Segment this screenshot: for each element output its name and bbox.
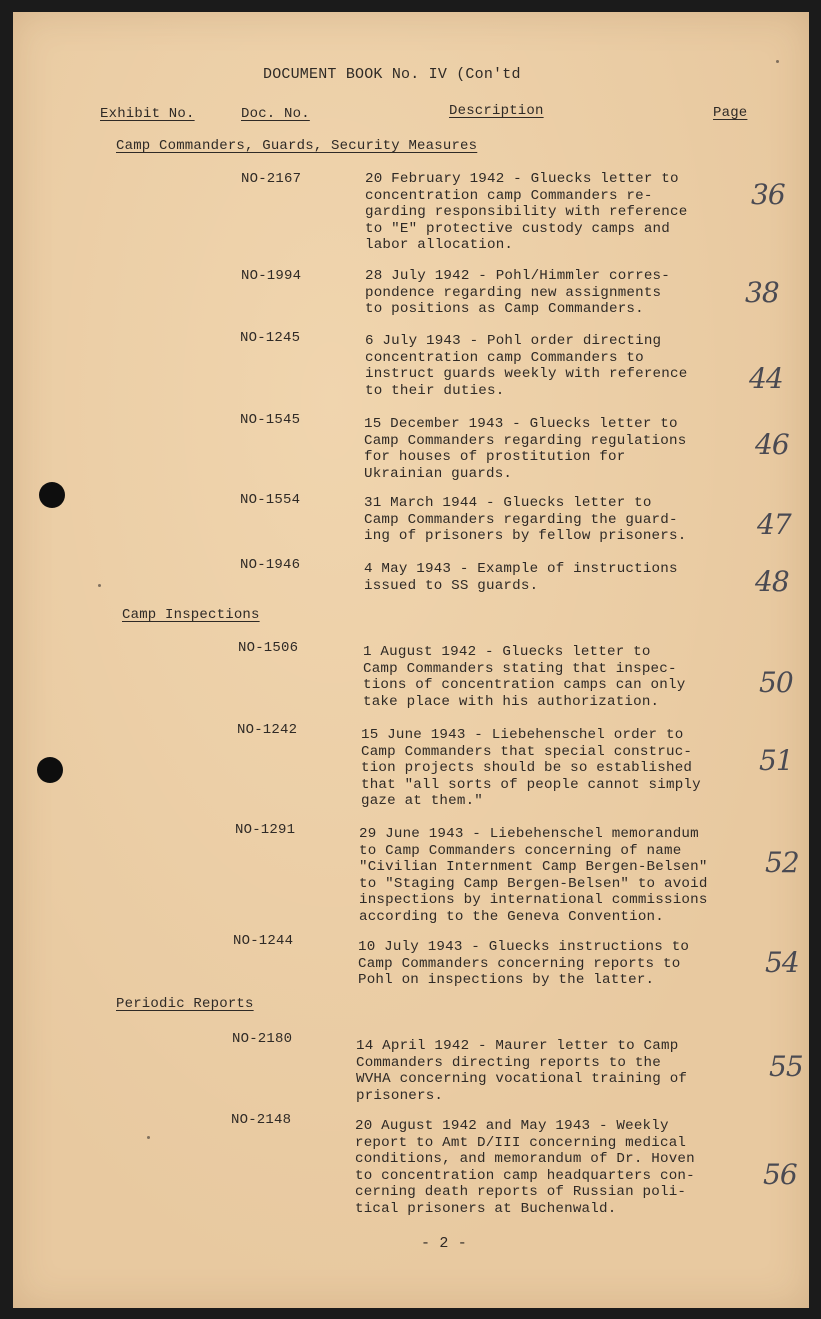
column-header-doc: Doc. No. <box>241 106 310 122</box>
entry-description: 15 June 1943 - Liebehenschel order to Camp Commanders that special construc- tion projects should be so established that "all sorts of people cannot simply gaze at them." <box>361 727 701 809</box>
punch-hole-top <box>39 482 65 508</box>
section-heading: Periodic Reports <box>116 996 254 1012</box>
column-header-exhibit: Exhibit No. <box>100 106 195 122</box>
section-heading: Camp Commanders, Guards, Security Measures <box>116 138 478 154</box>
entry-description: 20 August 1942 and May 1943 - Weekly report to Amt D/III concerning medical conditions, and memorandum of Dr. Hoven to concentration camp headquarters con- cerning death reports of Russian poli- tical prisoners at Buchenwald. <box>355 1118 695 1217</box>
handwritten-page-number: 46 <box>755 428 789 461</box>
entry-description: 29 June 1943 - Liebehenschel memorandum to Camp Commanders concerning of name "Civilian Internment Camp Bergen-Belsen" to "Staging Camp Bergen-Belsen" to avoid inspections by international commissions according to the Geneva Convention. <box>359 826 708 925</box>
entry-description: 4 May 1943 - Example of instructions issued to SS guards. <box>364 561 678 594</box>
document-page <box>13 12 809 1308</box>
doc-number: NO-1554 <box>240 492 301 508</box>
handwritten-page-number: 55 <box>769 1050 803 1083</box>
doc-number: NO-1506 <box>238 640 299 656</box>
ink-speck <box>776 60 779 63</box>
doc-number: NO-2167 <box>241 171 302 187</box>
doc-number: NO-1244 <box>233 933 294 949</box>
handwritten-page-number: 36 <box>751 178 785 211</box>
column-header-description: Description <box>449 103 544 119</box>
entry-description: 10 July 1943 - Gluecks instructions to Camp Commanders concerning reports to Pohl on inspections by the latter. <box>358 939 690 988</box>
entry-description: 20 February 1942 - Gluecks letter to concentration camp Commanders re- garding responsibility with reference to "E" protective custody camps and labor allocation. <box>365 171 688 253</box>
ink-speck <box>98 584 101 587</box>
handwritten-page-number: 47 <box>757 508 791 541</box>
entry-description: 28 July 1942 - Pohl/Himmler corres- pondence regarding new assignments to positions as Camp Commanders. <box>365 268 670 317</box>
entry-description: 14 April 1942 - Maurer letter to Camp Commanders directing reports to the WVHA concerning vocational training of prisoners. <box>356 1038 688 1104</box>
document-title: DOCUMENT BOOK No. IV (Con'td <box>263 66 521 83</box>
doc-number: NO-1545 <box>240 412 301 428</box>
doc-number: NO-1946 <box>240 557 301 573</box>
column-header-page: Page <box>713 105 748 121</box>
handwritten-page-number: 44 <box>749 362 783 395</box>
handwritten-page-number: 52 <box>765 846 799 879</box>
doc-number: NO-1994 <box>241 268 302 284</box>
ink-speck <box>147 1136 150 1139</box>
handwritten-page-number: 48 <box>755 565 789 598</box>
page-footer: - 2 - <box>421 1235 468 1252</box>
section-heading: Camp Inspections <box>122 607 260 623</box>
punch-hole-bottom <box>37 757 63 783</box>
doc-number: NO-2148 <box>231 1112 292 1128</box>
entry-description: 15 December 1943 - Gluecks letter to Camp Commanders regarding regulations for houses of prostitution for Ukrainian guards. <box>364 416 687 482</box>
handwritten-page-number: 38 <box>745 276 779 309</box>
entry-description: 31 March 1944 - Gluecks letter to Camp Commanders regarding the guard- ing of prisoners by fellow prisoners. <box>364 495 687 544</box>
handwritten-page-number: 51 <box>759 744 793 777</box>
doc-number: NO-1242 <box>237 722 298 738</box>
entry-description: 1 August 1942 - Gluecks letter to Camp Commanders stating that inspec- tions of concentration camps can only take place with his authorization. <box>363 644 686 710</box>
doc-number: NO-2180 <box>232 1031 293 1047</box>
handwritten-page-number: 56 <box>763 1158 797 1191</box>
handwritten-page-number: 54 <box>765 946 799 979</box>
entry-description: 6 July 1943 - Pohl order directing concentration camp Commanders to instruct guards weekly with reference to their duties. <box>365 333 688 399</box>
handwritten-page-number: 50 <box>759 666 793 699</box>
doc-number: NO-1291 <box>235 822 296 838</box>
doc-number: NO-1245 <box>240 330 301 346</box>
